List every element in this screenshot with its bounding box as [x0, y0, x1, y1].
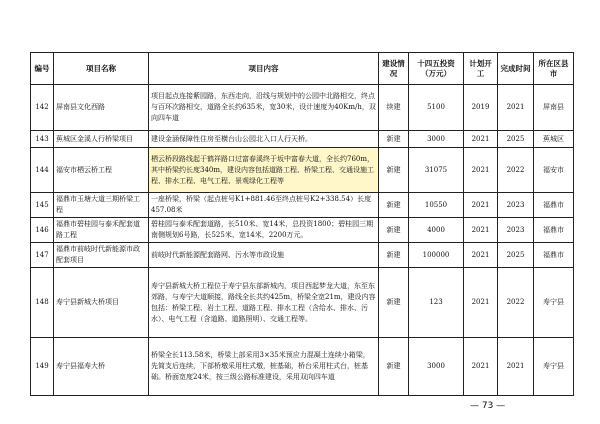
cell-name: 福安市栖云桥工程	[54, 148, 149, 193]
cell-region: 寿宁县	[534, 268, 574, 338]
cell-invest: 123	[409, 268, 464, 338]
cell-content: 寿宁县新城大桥工程位于寿宁县东部新城内，项目西起梦龙大道，东至东郊路，与寿宁大道顺接，路线全长共约425m，桥梁全宽21m，建设内容包括：桥梁工程、岩土工程、道路工程、排水工程（含给水、排水、污水）、电气工程（含道路、道路照明）、交通工程等。	[149, 268, 379, 338]
header-start: 计划开工	[464, 53, 498, 85]
cell-start: 2021	[464, 148, 498, 193]
table-row	[31, 131, 574, 148]
cell-content: 一座桥梁，桥梁（起点桩号K1+881.46至终点桩号K2+338.54）长度457.08米	[149, 193, 379, 218]
header-finish: 完成时间	[498, 53, 534, 85]
cell-region: 福鼎市	[534, 218, 574, 243]
cell-content: 栖云桥段路线起于鹤祥路口过富春溪终于坂中富春大道，全长约760m，其中桥梁约长度340m，建设内容包括道路工程、桥梁工程、交通设施工程、排水工程、电气工程、景观绿化工程等	[149, 148, 379, 193]
cell-region: 寿宁县	[534, 338, 574, 396]
header-content: 项目内容	[149, 53, 379, 85]
cell-num: 149	[31, 338, 54, 396]
cell-name: 屏南县文化西路	[54, 85, 149, 131]
cell-invest: 10550	[409, 193, 464, 218]
project-table	[30, 52, 574, 396]
cell-content: 前岐时代新能源配套路网、污水等市政设施	[149, 243, 379, 268]
cell-nature: 续建	[379, 85, 409, 131]
cell-nature: 新建	[379, 148, 409, 193]
cell-invest: 4000	[409, 218, 464, 243]
cell-name: 蕉城区金溪人行桥梁项目	[54, 131, 149, 148]
cell-num: 145	[31, 193, 54, 218]
table-row	[31, 268, 574, 338]
cell-start: 2021	[464, 131, 498, 148]
cell-nature: 新建	[379, 268, 409, 338]
cell-region: 屏南县	[534, 85, 574, 131]
cell-name: 福鼎市碧桂园与泰禾配套道路工程	[54, 218, 149, 243]
cell-region: 福鼎市	[534, 243, 574, 268]
cell-region: 蕉城区	[534, 131, 574, 148]
cell-finish: 2025	[498, 131, 534, 148]
cell-content: 桥梁全长113.58米，桥梁上部采用3×35米预应力混凝土连续小箱梁，先简支后连续，下部桥墩采用柱式墩，桩基础，桥台采用柱式台，桩基础。桥面宽度24米，按三级公路标准建设，采用双向四车道	[149, 338, 379, 396]
cell-region: 福安市	[534, 148, 574, 193]
cell-start: 2021	[464, 268, 498, 338]
cell-num: 142	[31, 85, 54, 131]
cell-finish: 2023	[498, 193, 534, 218]
cell-num: 143	[31, 131, 54, 148]
cell-name: 福鼎市前岐时代新能源市政配套项目	[54, 243, 149, 268]
header-num: 编号	[31, 53, 54, 85]
table-row	[31, 218, 574, 243]
cell-content: 碧桂园与泰禾配套道路，长510米、宽14米，总投资1800；碧桂园三期南侧规划6号路，长525米、宽14米，2200万元。	[149, 218, 379, 243]
header-nature: 建设情况	[379, 53, 409, 85]
header-name: 项目名称	[54, 53, 149, 85]
table-row	[31, 148, 574, 193]
cell-nature: 新建	[379, 193, 409, 218]
cell-start: 2021	[464, 218, 498, 243]
cell-nature: 新建	[379, 243, 409, 268]
table-row	[31, 338, 574, 396]
cell-nature: 新建	[379, 131, 409, 148]
cell-content: 建设金涵保障性住房至横台山公园北入口人行天桥。	[149, 131, 379, 148]
page-number: — 73 —	[470, 401, 506, 411]
cell-num: 148	[31, 268, 54, 338]
table-row	[31, 193, 574, 218]
cell-name: 寿宁县福寿大桥	[54, 338, 149, 396]
cell-start: 2019	[464, 85, 498, 131]
cell-start: 2021	[464, 338, 498, 396]
cell-nature: 新建	[379, 338, 409, 396]
table-header-row	[31, 53, 574, 85]
cell-name: 福鼎市玉塘大道三期桥梁工程	[54, 193, 149, 218]
header-invest: 十四五投资（万元）	[409, 53, 464, 85]
cell-finish: 2022	[498, 148, 534, 193]
table-row	[31, 85, 574, 131]
cell-invest: 100000	[409, 243, 464, 268]
cell-start: 2021	[464, 193, 498, 218]
cell-region: 福鼎市	[534, 193, 574, 218]
cell-invest: 3000	[409, 131, 464, 148]
cell-finish: 2025	[498, 243, 534, 268]
cell-num: 147	[31, 243, 54, 268]
cell-finish: 2021	[498, 85, 534, 131]
cell-finish: 2021	[498, 338, 534, 396]
cell-name: 寿宁县新城大桥项目	[54, 268, 149, 338]
cell-finish: 2022	[498, 268, 534, 338]
cell-content: 项目起点连接紫园路，东西走向，沿线与规划中的公园中北路相交，终点与百环次路相交，道路全长约635米，宽30米，设计速度为40Km/h，双向四车道	[149, 85, 379, 131]
cell-finish: 2023	[498, 218, 534, 243]
cell-num: 144	[31, 148, 54, 193]
cell-start: 2021	[464, 243, 498, 268]
header-region: 所在区县市	[534, 53, 574, 85]
cell-num: 146	[31, 218, 54, 243]
table-row	[31, 243, 574, 268]
cell-invest: 5100	[409, 85, 464, 131]
cell-invest: 3000	[409, 338, 464, 396]
cell-invest: 31075	[409, 148, 464, 193]
cell-nature: 新建	[379, 218, 409, 243]
